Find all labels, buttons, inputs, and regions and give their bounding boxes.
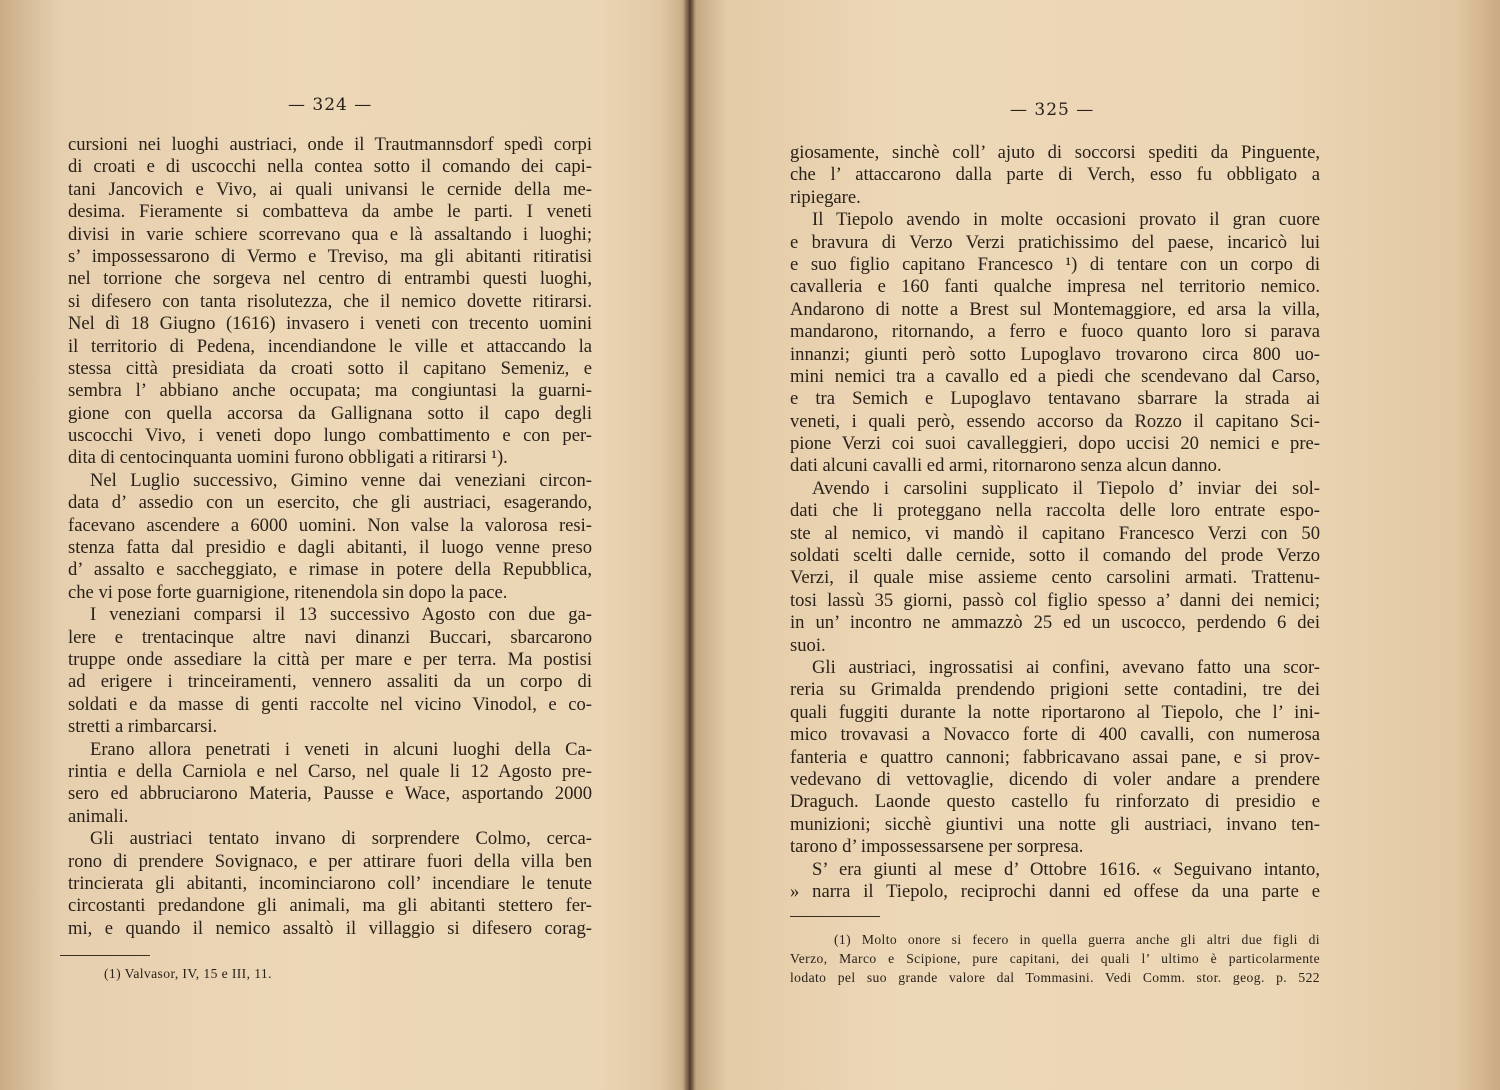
text-line: ad erigere i trinceiramenti, vennero assaliti da un corpo di [68,671,592,693]
text-line: Il Tiepolo avendo in molte occasioni provato il gran cuore [812,209,1320,231]
page-number: — 324 — [288,95,373,115]
text-line: facevano ascendere a 6000 uomini. Non valse la valorosa resi- [68,514,592,536]
text-line: s’ impossessarono di Vermo e Treviso, ma gli abitanti ritiratisi [68,245,592,267]
text-line: tarono d’ impossessarsene per sorpresa. [790,836,1084,858]
text-line: Nel Luglio successivo, Gimino venne dai veneziani circon- [90,469,592,491]
left-page [0,0,688,1090]
text-line: Gli austriaci tentato invano di sorprendere Colmo, cerca- [90,828,592,850]
text-line: sero ed abbruciarono Materia, Pausse e Wace, asportando 2000 [68,783,592,805]
text-line: tosi lassù 35 giorni, passò col figlio spesso a’ danni dei nemici; [790,589,1320,611]
text-line: reria su Grimalda prendendo prigioni sette contadini, tre dei [790,679,1320,701]
text-line: S’ era giunti al mese d’ Ottobre 1616. « Seguivano intanto, [812,858,1320,880]
text-line: il territorio di Pedena, incendiandone le ville et attaccando la [68,335,592,357]
text-line: trincierata gli abitanti, incominciarono coll’ incendiare le tenute [68,872,592,894]
text-line: gione con quella accorsa da Gallignana sotto il capo degli [68,402,592,424]
text-line: e suo figlio capitano Francesco ¹) di tentare con un corpo di [790,253,1320,275]
text-line: » narra il Tiepolo, reciprochi danni ed offese da una parte e [790,880,1320,902]
text-line: rono di prendere Sovignaco, e per attirare fuori della villa ben [68,850,592,872]
text-line: divisi in varie schiere scorrevano qua e là assaltando i luoghi; [68,223,592,245]
text-line: in un’ incontro ne ammazzò 25 ed un uscocco, perdendo 6 dei [790,612,1320,634]
text-line: truppe onde assediare la città per mare e per terra. Ma postisi [68,648,592,670]
text-line: Gli austriaci, ingrossatisi ai confini, avevano fatto una scor- [812,656,1320,678]
text-line: Nel dì 18 Giugno (1616) invasero i veneti con trecento uomini [68,313,592,335]
text-line: si difesero con tanta risolutezza, che il nemico dovette ritirarsi. [68,290,592,312]
footnote-separator [60,955,150,956]
text-line: Draguch. Laonde questo castello fu rinforzato di presidio e [790,791,1320,813]
text-line: vedevano di vettovaglie, dicendo di voler andare a prendere [790,768,1320,790]
text-line: e tra Semich e Lupoglavo tentavano sbarrare la strada ai [790,388,1320,410]
footnote [790,930,1320,987]
book-gutter [682,0,696,1090]
text-line: stessa città presidiata da croati sotto il capitano Semeniz, e [68,357,592,379]
text-line: stretti a rimbarcarsi. [68,716,218,738]
text-line: dati alcuni cavalli ed armi, ritornarono senza alcun danno. [790,455,1222,477]
text-line: rintia e della Carniola e nel Carso, nel quale li 12 Agosto pre- [68,760,592,782]
text-line: data d’ assedio con un esercito, che gli austriaci, esagerando, [68,492,592,514]
text-line: ste al nemico, vi mandò il capitano Francesco Verzi con 50 [790,522,1320,544]
text-line: stenza fatta dal presidio e dagli abitanti, il luogo venne preso [68,537,592,559]
text-line: Verzi, il quale mise assieme cento carsolini armati. Trattenu- [790,567,1320,589]
text-line: quali fuggiti durante la notte riportarono al Tiepolo, che l’ ini- [790,701,1320,723]
text-line: sembra l’ abbiano anche occupata; ma congiuntasi la guarni- [68,380,592,402]
text-line: che l’ attaccarono dalla parte di Verch, esso fu obbligato a [790,164,1320,186]
page-body-text [68,134,592,940]
text-line: giosamente, sinchè coll’ ajuto di soccorsi spediti da Pinguente, [790,142,1320,163]
footnote-line: lodato pel suo grande valore dal Tommasini. Vedi Comm. stor. geog. p. 522 [790,970,1320,985]
page-body-text [790,142,1320,903]
text-line: fanteria e quattro cannoni; fabbricavano assai pane, e si prov- [790,746,1320,768]
text-line: circostanti predandone gli animali, ma gli abitanti stettero fer- [68,895,592,917]
text-line: soldati e da masse di genti raccolte nel vicino Vinodol, e co- [68,693,592,715]
text-line: cavalleria e 160 fanti qualche impresa nel territorio nemico. [790,276,1320,298]
text-line: che vi pose forte guarnigione, ritenendola sin dopo la pace. [68,581,508,603]
text-line: lere e trentacinque altre navi dinanzi Buccari, sbarcarono [68,626,592,648]
text-line: d’ assalto e saccheggiato, e rimase in potere della Repubblica, [68,559,592,581]
text-line: soldati scelti dalle cernide, sotto il comando del prode Verzo [790,545,1320,567]
right-page [688,0,1500,1090]
text-line: mandarono, ritornando, a ferro e fuoco quanto loro si parava [790,321,1320,343]
text-line: e bravura di Verzo Verzi pratichissimo del paese, incaricò lui [790,231,1320,253]
footnote-line: Verzo, Marco e Scipione, pure capitani, dei quali l’ ultimo è particolarmente [790,951,1320,966]
text-line: mico trovavasi a Novacco forte di 400 cavalli, con numerosa [790,724,1320,746]
text-line: animali. [68,805,129,827]
text-line: nel torrione che sorgeva nel centro di entrambi questi luoghi, [68,268,592,290]
text-line: Avendo i carsolini supplicato il Tiepolo d’ inviar dei sol- [812,477,1320,499]
text-line: pione Verzi coi suoi cavalleggieri, dopo uccisi 20 nemici e pre- [790,433,1320,455]
text-line: Erano allora penetrati i veneti in alcuni luoghi della Ca- [90,738,592,760]
text-line: desima. Fieramente si combatteva da ambe le parti. I veneti [68,201,592,223]
text-line: Andarono di notte a Brest sul Montemaggiore, ed arsa la villa, [790,298,1320,320]
text-line: innanzi; giunti però sotto Lupoglavo trovarono circa 800 uo- [790,343,1320,365]
text-line: di croati e di uscocchi nella contea sotto il comando dei capi- [68,156,592,178]
text-line: dati che li proteggano nella raccolta delle loro entrate espo- [790,500,1320,522]
text-line: uscocchi Vivo, i veneti dopo lungo combattimento e con per- [68,425,592,447]
text-line: suoi. [790,634,826,656]
text-line: tani Jancovich e Vivo, ai quali univansi le cernide della me- [68,178,592,200]
text-line: mi, e quando il nemico assaltò il villaggio si difesero corag- [68,917,592,939]
text-line: cursioni nei luoghi austriaci, onde il Trautmannsdorf spedì corpi [68,134,592,155]
footnote: (1) Valvasor, IV, 15 e III, 11. [104,966,272,981]
text-line: veneti, i quali però, essendo accorso da Rozzo il capitano Sci- [790,410,1320,432]
footnote-separator [790,916,880,917]
text-line: dita di centocinquanta uomini furono obbligati a ritirarsi ¹). [68,447,508,469]
text-line: mini nemici tra a cavallo ed a piedi che scendevano dal Carso, [790,365,1320,387]
text-line: ripiegare. [790,186,861,208]
text-line: munizioni; sicchè giuntivi una notte gli austriaci, invano ten- [790,813,1320,835]
page-number: — 325 — [1010,100,1095,120]
footnote-line: (1) Molto onore si fecero in quella guerra anche gli altri due figli di [834,932,1320,947]
text-line: I veneziani comparsi il 13 successivo Agosto con due ga- [90,604,592,626]
